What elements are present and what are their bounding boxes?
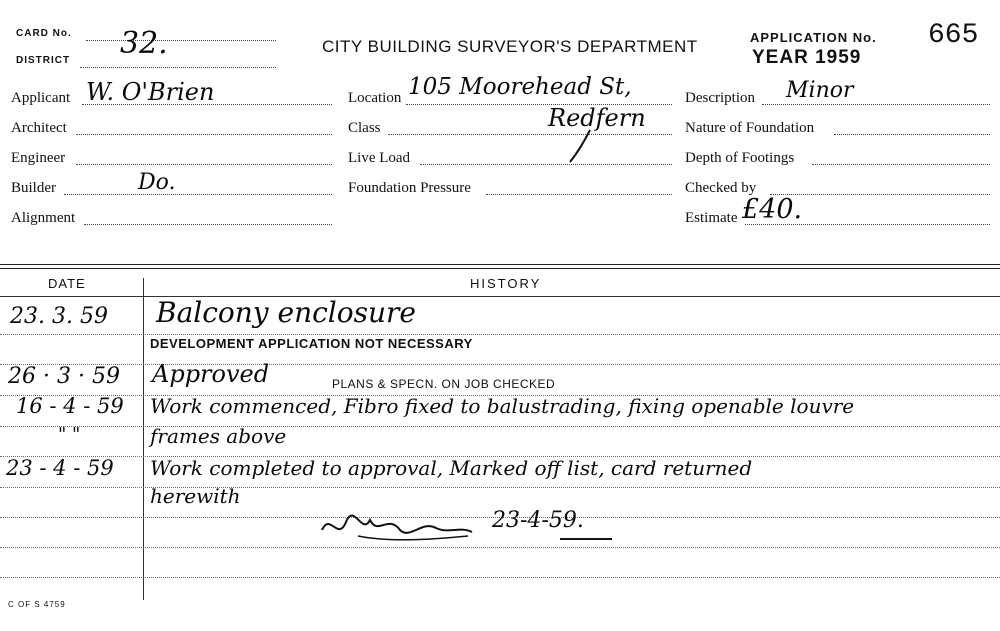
estimate-value: £40. <box>742 194 803 225</box>
card-no-line <box>86 40 276 41</box>
live-load-label: Live Load <box>348 150 411 166</box>
applicant-value: W. O'Brien <box>86 78 215 106</box>
application-no-label: APPLICATION No. <box>750 30 877 45</box>
table-row-text: Approved <box>152 360 270 388</box>
table-header-rule <box>0 296 1000 297</box>
table-row-stamp: DEVELOPMENT APPLICATION NOT NECESSARY <box>150 336 473 351</box>
foundation-pressure-line <box>486 194 672 195</box>
checked-by-label: Checked by <box>685 180 757 196</box>
table-row-date: 23 - 4 - 59 <box>6 456 114 480</box>
description-value: Minor <box>786 78 854 103</box>
builder-label: Builder <box>11 180 56 196</box>
alignment-label: Alignment <box>11 210 76 226</box>
location-label: Location <box>348 90 402 106</box>
engineer-line <box>76 164 332 165</box>
year-label: YEAR 1959 <box>752 47 862 68</box>
section-divider-bottom <box>0 268 1000 269</box>
ruled-line <box>0 577 1000 578</box>
date-column-header: DATE <box>48 276 86 291</box>
form-code: C OF S 4759 <box>8 600 66 609</box>
ruled-line <box>0 547 1000 548</box>
table-row-date: " " <box>58 424 81 445</box>
table-row-text: Work commenced, Fibro fixed to balustrading, fixing openable louvre <box>150 394 855 418</box>
class-line <box>388 134 672 135</box>
checked-by-line <box>770 194 990 195</box>
architect-line <box>76 134 332 135</box>
nature-of-foundation-label: Nature of Foundation <box>685 120 815 136</box>
district-value: 32. <box>120 26 168 61</box>
ruled-line <box>0 364 1000 365</box>
table-row-date: 16 - 4 - 59 <box>16 394 124 418</box>
district-label: DISTRICT <box>16 55 71 66</box>
date-column-divider <box>143 278 144 600</box>
table-row-date: 26 · 3 · 59 <box>8 364 120 389</box>
description-line <box>762 104 990 105</box>
location-value-line2: Redfern <box>548 104 646 132</box>
description-label: Description <box>685 90 755 106</box>
builder-line <box>64 194 332 195</box>
application-no-value: 665 <box>928 20 979 51</box>
estimate-label: Estimate <box>685 210 738 226</box>
department-title: CITY BUILDING SURVEYOR'S DEPARTMENT <box>322 37 698 56</box>
depth-of-footings-line <box>812 164 990 165</box>
table-row-text: Work completed to approval, Marked off list, card returned <box>150 456 753 480</box>
depth-of-footings-label: Depth of Footings <box>685 150 795 166</box>
handwriting-flourish <box>560 128 600 164</box>
class-label: Class <box>348 120 381 136</box>
table-row-text: Balcony enclosure <box>156 296 416 329</box>
foundation-pressure-label: Foundation Pressure <box>348 180 471 196</box>
architect-label: Architect <box>11 120 67 136</box>
engineer-label: Engineer <box>11 150 66 166</box>
signature-date: 23-4-59. <box>492 508 584 533</box>
table-row-text: frames above <box>150 424 287 448</box>
table-row-text: herewith <box>150 484 241 508</box>
card-no-label: CARD No. <box>16 28 72 39</box>
location-value: 105 Moorehead St, <box>408 74 632 100</box>
history-column-header: HISTORY <box>470 276 542 291</box>
ruled-line <box>0 334 1000 335</box>
alignment-line <box>84 224 332 225</box>
builder-value: Do. <box>138 170 176 195</box>
table-row-date: 23. 3. 59 <box>10 304 108 329</box>
section-divider-top <box>0 264 1000 265</box>
live-load-line <box>420 164 672 165</box>
signature-scribble <box>318 506 478 546</box>
signature-underline <box>560 538 612 540</box>
district-line <box>80 67 276 68</box>
table-row-stamp: PLANS & SPECN. ON JOB CHECKED <box>332 377 556 391</box>
applicant-label: Applicant <box>11 90 71 106</box>
nature-of-foundation-line <box>834 134 990 135</box>
